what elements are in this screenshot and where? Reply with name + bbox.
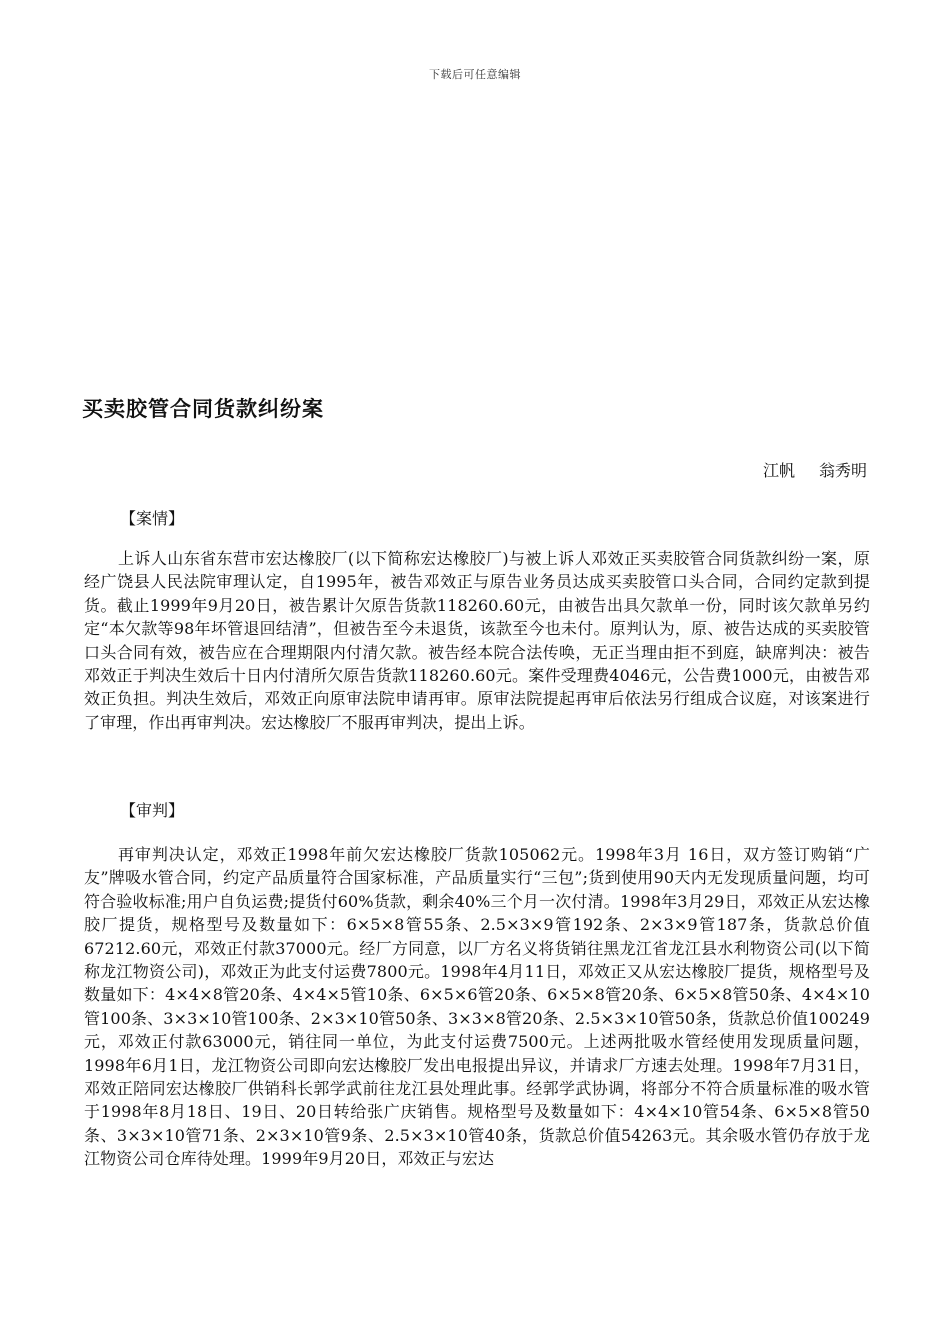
author-line (763, 458, 867, 481)
case-paragraph: 上诉人山东省东营市宏达橡胶厂(以下简称宏达橡胶厂)与被上诉人邓效正买卖胶管合同货款纠纷一案，原经广饶县人民法院审理认定，自1995年，被告邓效正与原告业务员达成买卖胶管口头合同，合同约定款到提货。截止1999年9月20日，被告累计欠原告货款118260.60元，由被告出具欠款单一份，同时该欠款单另约定“本欠款等98年坏管退回结清”，但被告至今未退货，该款至今也未付。原判认为，原、被告达成的买卖胶管口头合同有效，被告应在合理期限内付清欠款。被告经本院合法传唤，无正当理由拒不到庭，缺席判决：被告邓效正于判决生效后十日内付清所欠原告货款118260.60元。案件受理费4046元，公告费1000元，由被告邓效正负担。判决生效后，邓效正向原审法院申请再审。原审法院提起再审后依法另行组成合议庭，对该案进行了审理，作出再审判决。宏达橡胶厂不服再审判决，提出上诉。 (84, 549, 870, 732)
document-title: 买卖胶管合同货款纠纷案 (82, 397, 324, 421)
judgment-paragraph: 再审判决认定，邓效正1998年前欠宏达橡胶厂货款105062元。1998年3月 16日，双方签订购销“广友”牌吸水管合同，约定产品质量符合国家标准，产品质量实行“三包”;货到使用90天内无发现质量问题，均可符合验收标准;用户自负运费;提货付60%货款，剩余40%三个月一次付清。1998年3月29日，邓效正从宏达橡胶厂提货，规格型号及数量如下：6×5×8管55条、2.5×3×9管192条、2×3×9管187条，货款总价值67212.60元，邓效正付款37000元。经厂方同意，以厂方名义将货销往黑龙江省龙江县水利物资公司(以下简称龙江物资公司)，邓效正为此支付运费7800元。1998年4月11日，邓效正又从宏达橡胶厂提货，规格型号及数量如下：4×4×8管20条、4×4×5管10条、6×5×6管20条、6×5×8管20条、6×5×8管50条、4×4×10管100条、3×3×10管100条、2×3×10管50条、3×3×8管20条、2.5×3×10管50条，货款总价值100249元，邓效正付款63000元，销往同一单位，为此支付运费7500元。上述两批吸水管经使用发现质量问题，1998年6月1日，龙江物资公司即向宏达橡胶厂发出电报提出异议，并请求厂方速去处理。1998年7月31日，邓效正陪同宏达橡胶厂供销科长郭学武前往龙江县处理此事。经郭学武协调，将部分不符合质量标准的吸水管于1998年8月18日、19日、20日转给张广庆销售。规格型号及数量如下：4×4×10管54条、6×5×8管50条、3×3×10管71条、2×3×10管9条、2.5×3×10管40条，货款总价值54263元。其余吸水管仍存放于龙江物资公司仓库待处理。1999年9月20日，邓效正与宏达 (84, 845, 870, 1169)
author-name: 翁秀明 (818, 461, 867, 480)
section-heading-case: 【案情】 (120, 509, 185, 528)
header-note: 下载后可任意编辑 (429, 68, 521, 81)
author-name: 江帆 (762, 461, 795, 480)
section-heading-judgment: 【审判】 (120, 801, 185, 820)
